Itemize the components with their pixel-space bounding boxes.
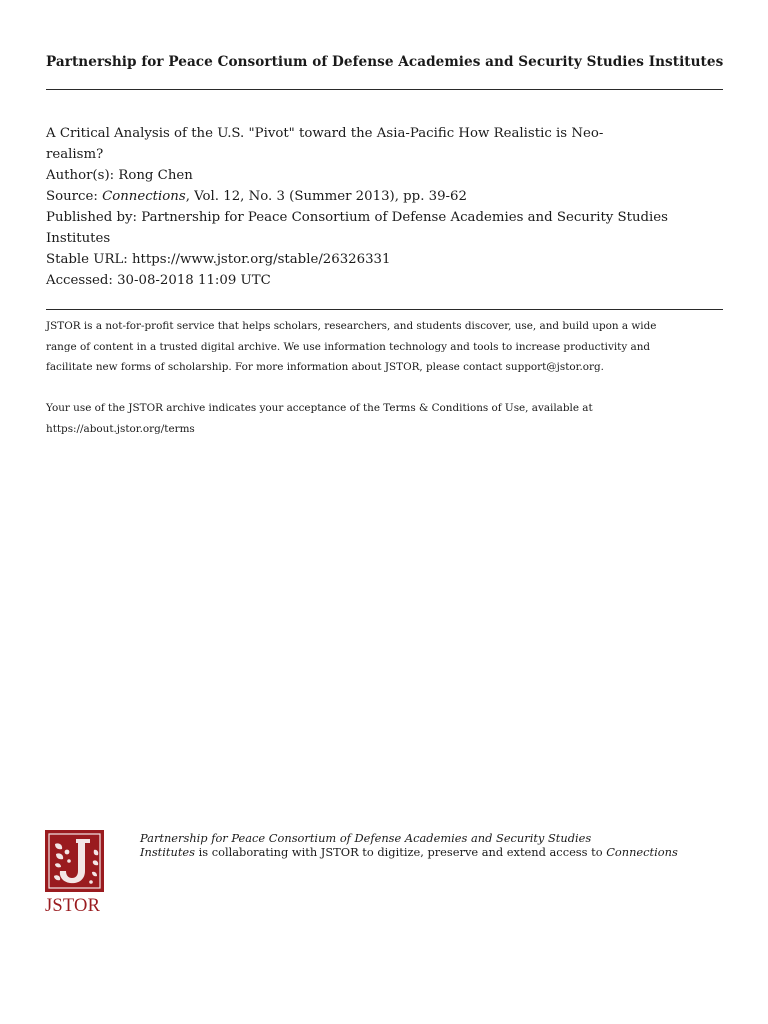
publisher-header: Partnership for Peace Consortium of Defense Academies and Security Studies Institutes: [46, 54, 724, 70]
citation-divider: [46, 309, 723, 310]
jstor-wordmark: JSTOR: [45, 896, 101, 916]
terms-link[interactable]: https://about.jstor.org/terms: [46, 422, 195, 435]
source-journal: Connections: [102, 189, 186, 204]
partner-statement: [140, 831, 740, 859]
partner-collab-text: is collaborating with JSTOR to digitize, preserve and extend access to: [194, 845, 607, 859]
partner-name-1: Partnership for Peace Consortium of Defense Academies and Security Studies: [140, 831, 592, 845]
published-by-line-2: Institutes: [46, 231, 111, 246]
jstor-about-notice: [46, 316, 726, 378]
citation-block: [46, 123, 726, 291]
article-source: [46, 186, 726, 207]
jstor-seal-icon: [45, 830, 104, 892]
accessed-date: Accessed: 30-08-2018 11:09 UTC: [46, 273, 271, 288]
terms-line-1: Your use of the JSTOR archive indicates your acceptance of the Terms & Conditions of Use, available at: [46, 402, 593, 414]
article-authors: Author(s): Rong Chen: [46, 168, 193, 183]
partner-name-2: Institutes: [140, 845, 195, 859]
jstor-logo: [45, 830, 107, 920]
article-title-line-2: realism?: [46, 147, 104, 162]
header-divider: [46, 89, 723, 90]
stable-url-link[interactable]: Stable URL: https://www.jstor.org/stable/26326331: [46, 252, 391, 267]
partner-journal: Connections: [606, 845, 678, 859]
published-by-line-1: Published by: Partnership for Peace Consortium of Defense Academies and Security Studies: [46, 210, 668, 225]
partner-line-1: [140, 831, 740, 845]
jstor-terms-notice: [46, 398, 726, 439]
about-line-1: JSTOR is a not-for-profit service that helps scholars, researchers, and students discover, use, and build upon a wide: [46, 320, 657, 332]
source-details: , Vol. 12, No. 3 (Summer 2013), pp. 39-62: [185, 189, 467, 204]
partner-line-2: [140, 845, 740, 859]
about-line-2: range of content in a trusted digital archive. We use information technology and tools to increase productivity and: [46, 340, 651, 353]
source-prefix: Source:: [46, 189, 103, 204]
article-title-line-1: A Critical Analysis of the U.S. "Pivot" toward the Asia-Pacific How Realistic is Neo-: [46, 126, 604, 141]
about-line-3: facilitate new forms of scholarship. For more information about JSTOR, please contact support@jstor.org.: [46, 361, 604, 373]
